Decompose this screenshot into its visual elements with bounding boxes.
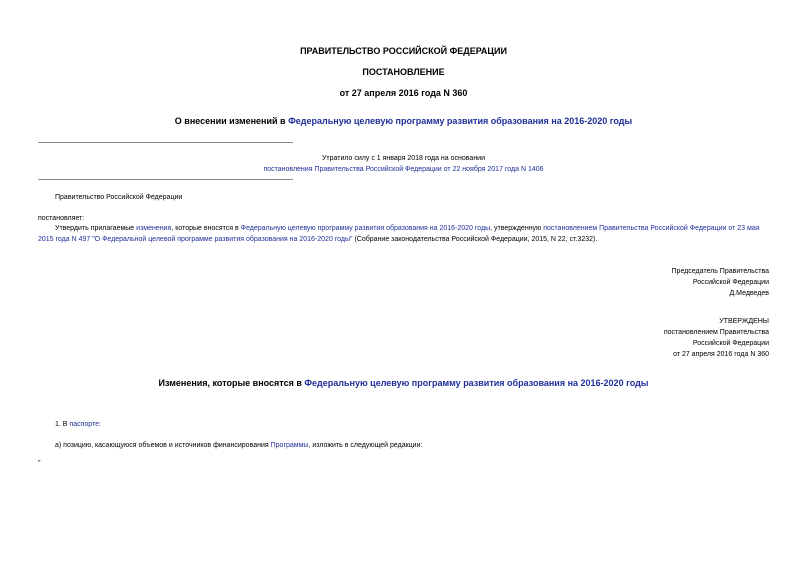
paragraph-text: , утвержденную [490,225,544,232]
divider-bottom [38,179,293,180]
paragraph-text: (Собрание законодательства Российской Федерации, 2015, N 22, ст.3232). [352,236,598,243]
decrees-word: постановляет: [38,215,85,222]
document-title-prefix: О внесении изменений в [174,116,289,126]
status-note-text: Утратило силу с 1 января 2018 года на основании [321,155,486,162]
item-1-prefix: 1. В [55,421,70,428]
item-a-prefix: а) позицию, касающуюся объемов и источников финансирования [55,442,271,449]
document-type: ПОСТАНОВЛЕНИЕ [362,67,445,77]
changes-link[interactable]: изменения [136,225,172,232]
item-a [55,440,422,451]
item-a-suffix: , изложить в следующей редакции: [308,442,423,449]
document-date-number: от 27 апреля 2016 года N 360 [339,88,468,98]
decree-497-link[interactable]: постановлением Правительства Российской Федерации от 23 мая 2015 года N 497 "О Федеральной целевой программе развития образования на 2016-2020 годы" [38,225,760,243]
status-note [0,153,807,175]
signature-name: Д.Медведев [729,290,769,297]
changes-title-prefix: Изменения, которые вносятся в [158,378,305,388]
repeal-decree-link[interactable]: постановления Правительства Российской Федерации от 22 ноября 2017 года N 1406 [263,166,544,173]
passport-link[interactable]: паспорте [69,421,100,428]
approved-date: от 27 апреля 2016 года N 360 [673,351,769,358]
signature-country: Российской Федерации [692,279,769,286]
approved-by: постановлением Правительства [663,329,769,336]
program-link[interactable]: Федеральную целевую программу развития образования на 2016-2020 годы [288,116,633,126]
approved-country: Российской Федерации [692,340,769,347]
approved-heading: УТВЕРЖДЕНЫ [719,318,769,325]
changes-title [0,378,807,388]
divider-top [38,142,293,143]
paragraph-text: , которые вносятся в [171,225,241,232]
paragraph-approve [38,223,770,245]
approved-block [664,316,769,360]
program-link[interactable]: Федеральную целевую программу развития образования на 2016-2020 годы [304,378,649,388]
paragraph-text: Утвердить прилагаемые [55,225,137,232]
government-name: Правительство Российской Федерации [55,194,183,201]
program-short-link[interactable]: Программы [270,442,309,449]
government-heading: ПРАВИТЕЛЬСТВО РОССИЙСКОЙ ФЕДЕРАЦИИ [300,46,507,56]
item-1-suffix: : [99,421,101,428]
item-1 [55,419,101,430]
opening-quote: " [38,460,41,467]
program-link[interactable]: Федеральную целевую программу развития образования на 2016-2020 годы [240,225,491,232]
document-title [0,116,807,126]
signature-block [672,266,769,299]
signature-position: Председатель Правительства [671,268,769,275]
